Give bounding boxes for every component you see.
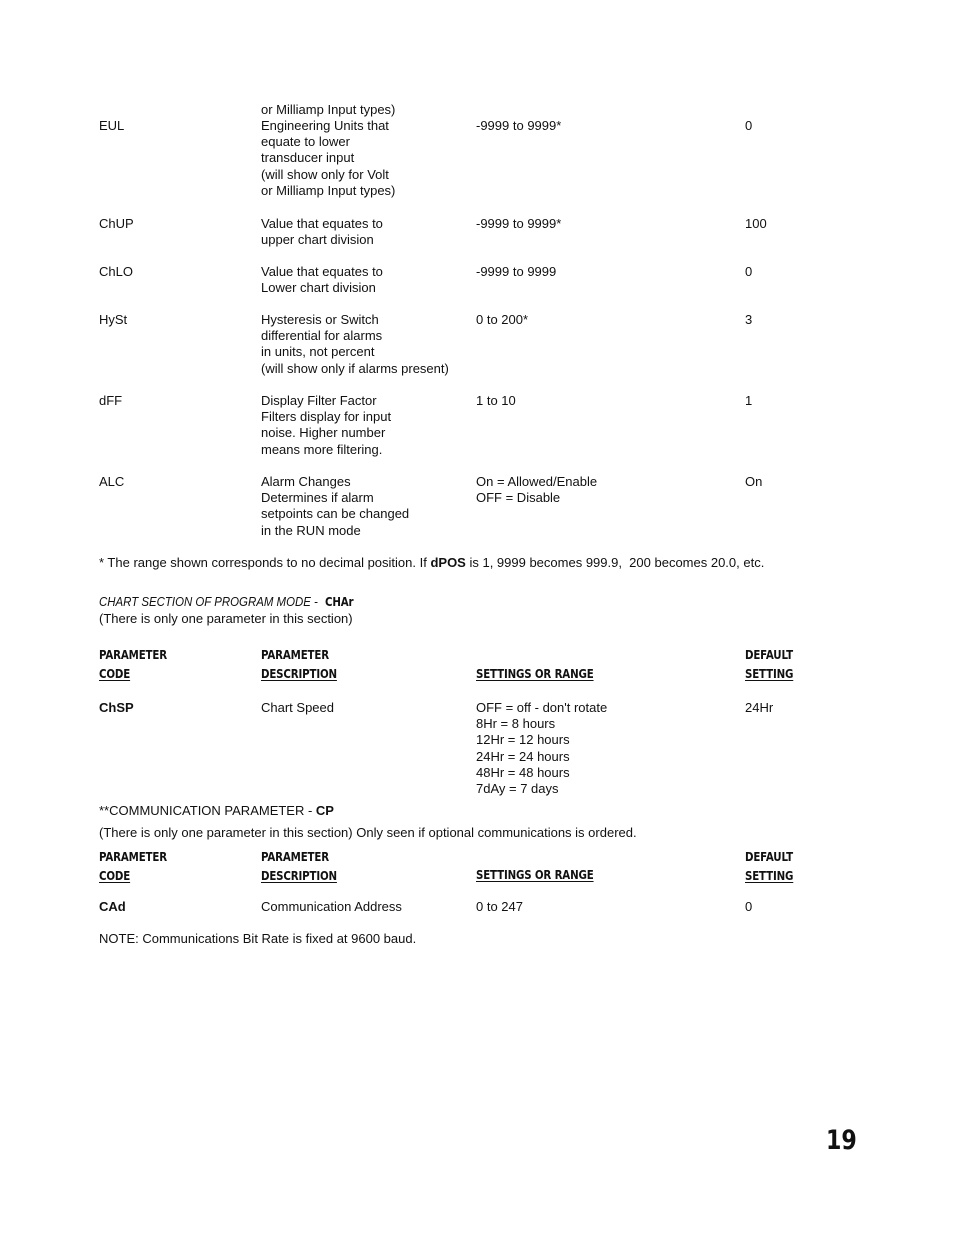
param-range: -9999 to 9999 (476, 264, 557, 279)
param-default: 1 (745, 393, 753, 408)
header-label: PARAMETER (99, 849, 167, 864)
header-label: SETTINGS OR RANGE (476, 867, 594, 882)
header-label: SETTING (745, 867, 794, 883)
chart-section-title-text: CHART SECTION OF PROGRAM MODE - (99, 594, 322, 609)
chart-section-subtitle: (There is only one parameter in this section) (99, 611, 353, 626)
param-default: 0 (745, 264, 753, 279)
header-parameter-description (261, 848, 337, 885)
page-number: 19 (826, 1125, 857, 1156)
param-code: ALC (99, 474, 125, 489)
header-label: DEFAULT (745, 647, 793, 662)
param-default: 0 (745, 899, 753, 914)
param-code: HySt (99, 312, 128, 327)
param-description: Chart Speed (261, 700, 334, 715)
baud-rate-note: NOTE: Communications Bit Rate is fixed at 9600 baud. (99, 931, 417, 946)
param-code: CAd (99, 899, 126, 914)
header-label: DESCRIPTION (261, 665, 337, 681)
footnote-bold-code: dPOS (430, 555, 466, 570)
param-code: ChUP (99, 216, 134, 231)
param-code: ChSP (99, 700, 134, 715)
param-range: On = Allowed/Enable OFF = Disable (476, 474, 598, 506)
param-default: 3 (745, 312, 753, 327)
header-label: SETTINGS OR RANGE (476, 666, 594, 681)
param-default: On (745, 474, 763, 489)
comm-section-title-text: **COMMUNICATION PARAMETER - (99, 803, 316, 818)
param-description: Hysteresis or Switch differential for alarms in units, not percent (will show only if alarms present) (261, 312, 449, 376)
param-description: Value that equates to Lower chart division (261, 264, 383, 296)
header-settings-or-range (476, 665, 594, 684)
header-label: CODE (99, 867, 131, 883)
param-code: ChLO (99, 264, 133, 279)
footnote-text-end: is 1, 9999 becomes 999.9, 200 becomes 20.0, etc. (465, 555, 765, 570)
param-code: dFF (99, 393, 123, 408)
param-range: -9999 to 9999* (476, 216, 562, 231)
header-settings-or-range (476, 866, 594, 885)
range-footnote (99, 555, 764, 571)
param-description: Engineering Units that equate to lower transducer input (will show only for Volt or Milliamp Input types) (261, 118, 396, 198)
header-label: PARAMETER (261, 849, 329, 864)
footnote-text: * The range shown corresponds to no decimal position. If (99, 555, 431, 570)
header-label: SETTING (745, 665, 794, 681)
header-label: DEFAULT (745, 849, 793, 864)
header-parameter-code (99, 848, 167, 885)
param-code: EUL (99, 118, 125, 133)
chart-section-title (99, 593, 360, 612)
param-description: Communication Address (261, 899, 402, 914)
header-default-setting (745, 646, 793, 683)
continued-description: or Milliamp Input types) (261, 102, 396, 117)
header-label: PARAMETER (261, 647, 329, 662)
param-default: 24Hr (745, 700, 774, 715)
comm-section-subtitle: (There is only one parameter in this section) Only seen if optional communications is ordered. (99, 825, 637, 840)
header-label: DESCRIPTION (261, 867, 337, 883)
header-label: CODE (99, 665, 131, 681)
comm-section-code: CP (315, 803, 334, 818)
header-label: PARAMETER (99, 647, 167, 662)
param-default: 0 (745, 118, 753, 133)
param-description: Display Filter Factor Filters display for input noise. Higher number means more filtering. (261, 393, 392, 457)
header-parameter-code (99, 646, 167, 683)
param-default: 100 (745, 216, 767, 231)
param-description: Value that equates to upper chart division (261, 216, 383, 248)
comm-section-title (99, 803, 334, 819)
header-parameter-description (261, 646, 337, 683)
param-range: OFF = off - don't rotate 8Hr = 8 hours 12Hr = 12 hours 24Hr = 24 hours 48Hr = 48 hours 7dAy = 7 days (476, 700, 608, 797)
param-description: Alarm Changes Determines if alarm setpoints can be changed in the RUN mode (261, 474, 410, 538)
param-range: 0 to 200* (476, 312, 529, 327)
param-range: -9999 to 9999* (476, 118, 562, 133)
param-range: 1 to 10 (476, 393, 516, 408)
header-default-setting (745, 848, 793, 885)
chart-section-code: CHAr (325, 594, 354, 609)
param-range: 0 to 247 (476, 899, 523, 914)
